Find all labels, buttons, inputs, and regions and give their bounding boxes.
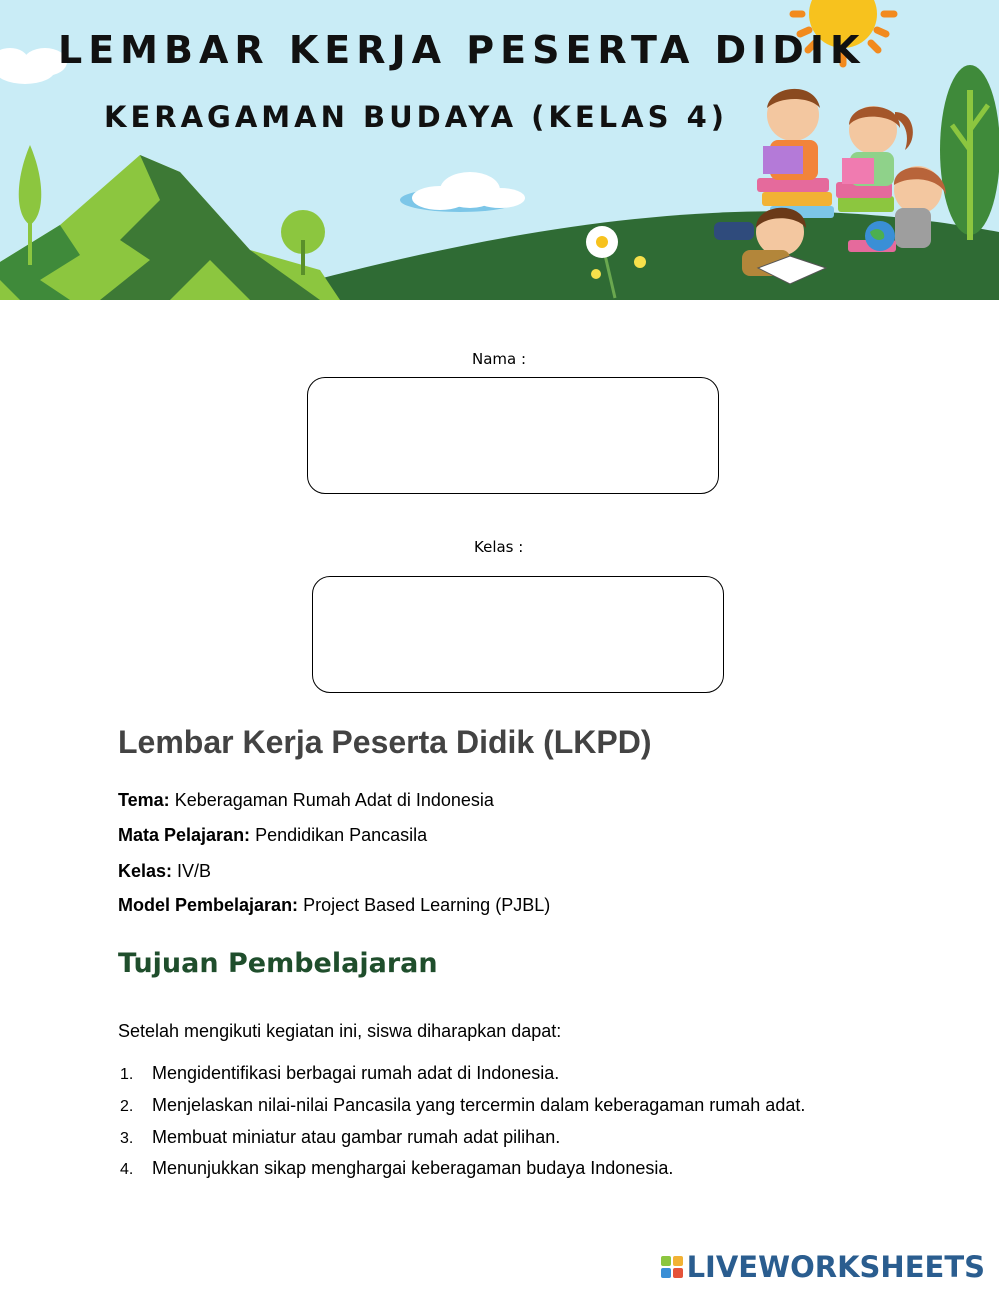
meta-class [118,861,211,882]
goal-number: 3. [120,1130,134,1147]
goal-item [118,1095,805,1116]
learning-goals-heading: Tujuan Pembelajaran [118,948,438,979]
goal-number: 1. [120,1066,134,1083]
meta-theme-value: Keberagaman Rumah Adat di Indonesia [174,790,494,810]
meta-theme-label: Tema: [118,790,170,810]
meta-theme [118,790,494,811]
goal-text: Mengidentifikasi berbagai rumah adat di Indonesia. [152,1063,560,1083]
liveworksheets-wordmark: LIVEWORKSHEETS [686,1250,985,1284]
goal-text: Membuat miniatur atau gambar rumah adat pilihan. [152,1127,561,1147]
goal-text: Menjelaskan nilai-nilai Pancasila yang tercermin dalam keberagaman rumah adat. [152,1095,806,1115]
liveworksheets-logo-icon [661,1256,683,1278]
header-banner [0,0,999,300]
goals-intro: Setelah mengikuti kegiatan ini, siswa diharapkan dapat: [118,1021,562,1041]
class-input-box[interactable] [312,576,724,693]
meta-subject-value: Pendidikan Pancasila [255,825,428,845]
class-label: Kelas : [474,538,524,556]
meta-model-value: Project Based Learning (PJBL) [303,895,551,915]
document-title: Lembar Kerja Peserta Didik (LKPD) [118,724,652,760]
name-label: Nama : [472,350,527,368]
goal-number: 4. [120,1161,134,1178]
banner-subtitle: KERAGAMAN BUDAYA (KELAS 4) [104,100,729,134]
name-input-box[interactable] [307,377,719,494]
goal-item [118,1127,560,1148]
meta-class-value: IV/B [177,861,212,881]
meta-model [118,895,550,916]
goal-number: 2. [120,1098,134,1115]
meta-subject [118,825,427,846]
liveworksheets-brand[interactable] [661,1247,985,1287]
meta-subject-label: Mata Pelajaran: [118,825,251,845]
meta-class-label: Kelas: [118,861,173,881]
goal-item [118,1158,673,1179]
banner-title: LEMBAR KERJA PESERTA DIDIK [58,28,866,72]
meta-model-label: Model Pembelajaran: [118,895,299,915]
goal-item [118,1063,559,1084]
goal-text: Menunjukkan sikap menghargai keberagaman budaya Indonesia. [152,1158,674,1178]
